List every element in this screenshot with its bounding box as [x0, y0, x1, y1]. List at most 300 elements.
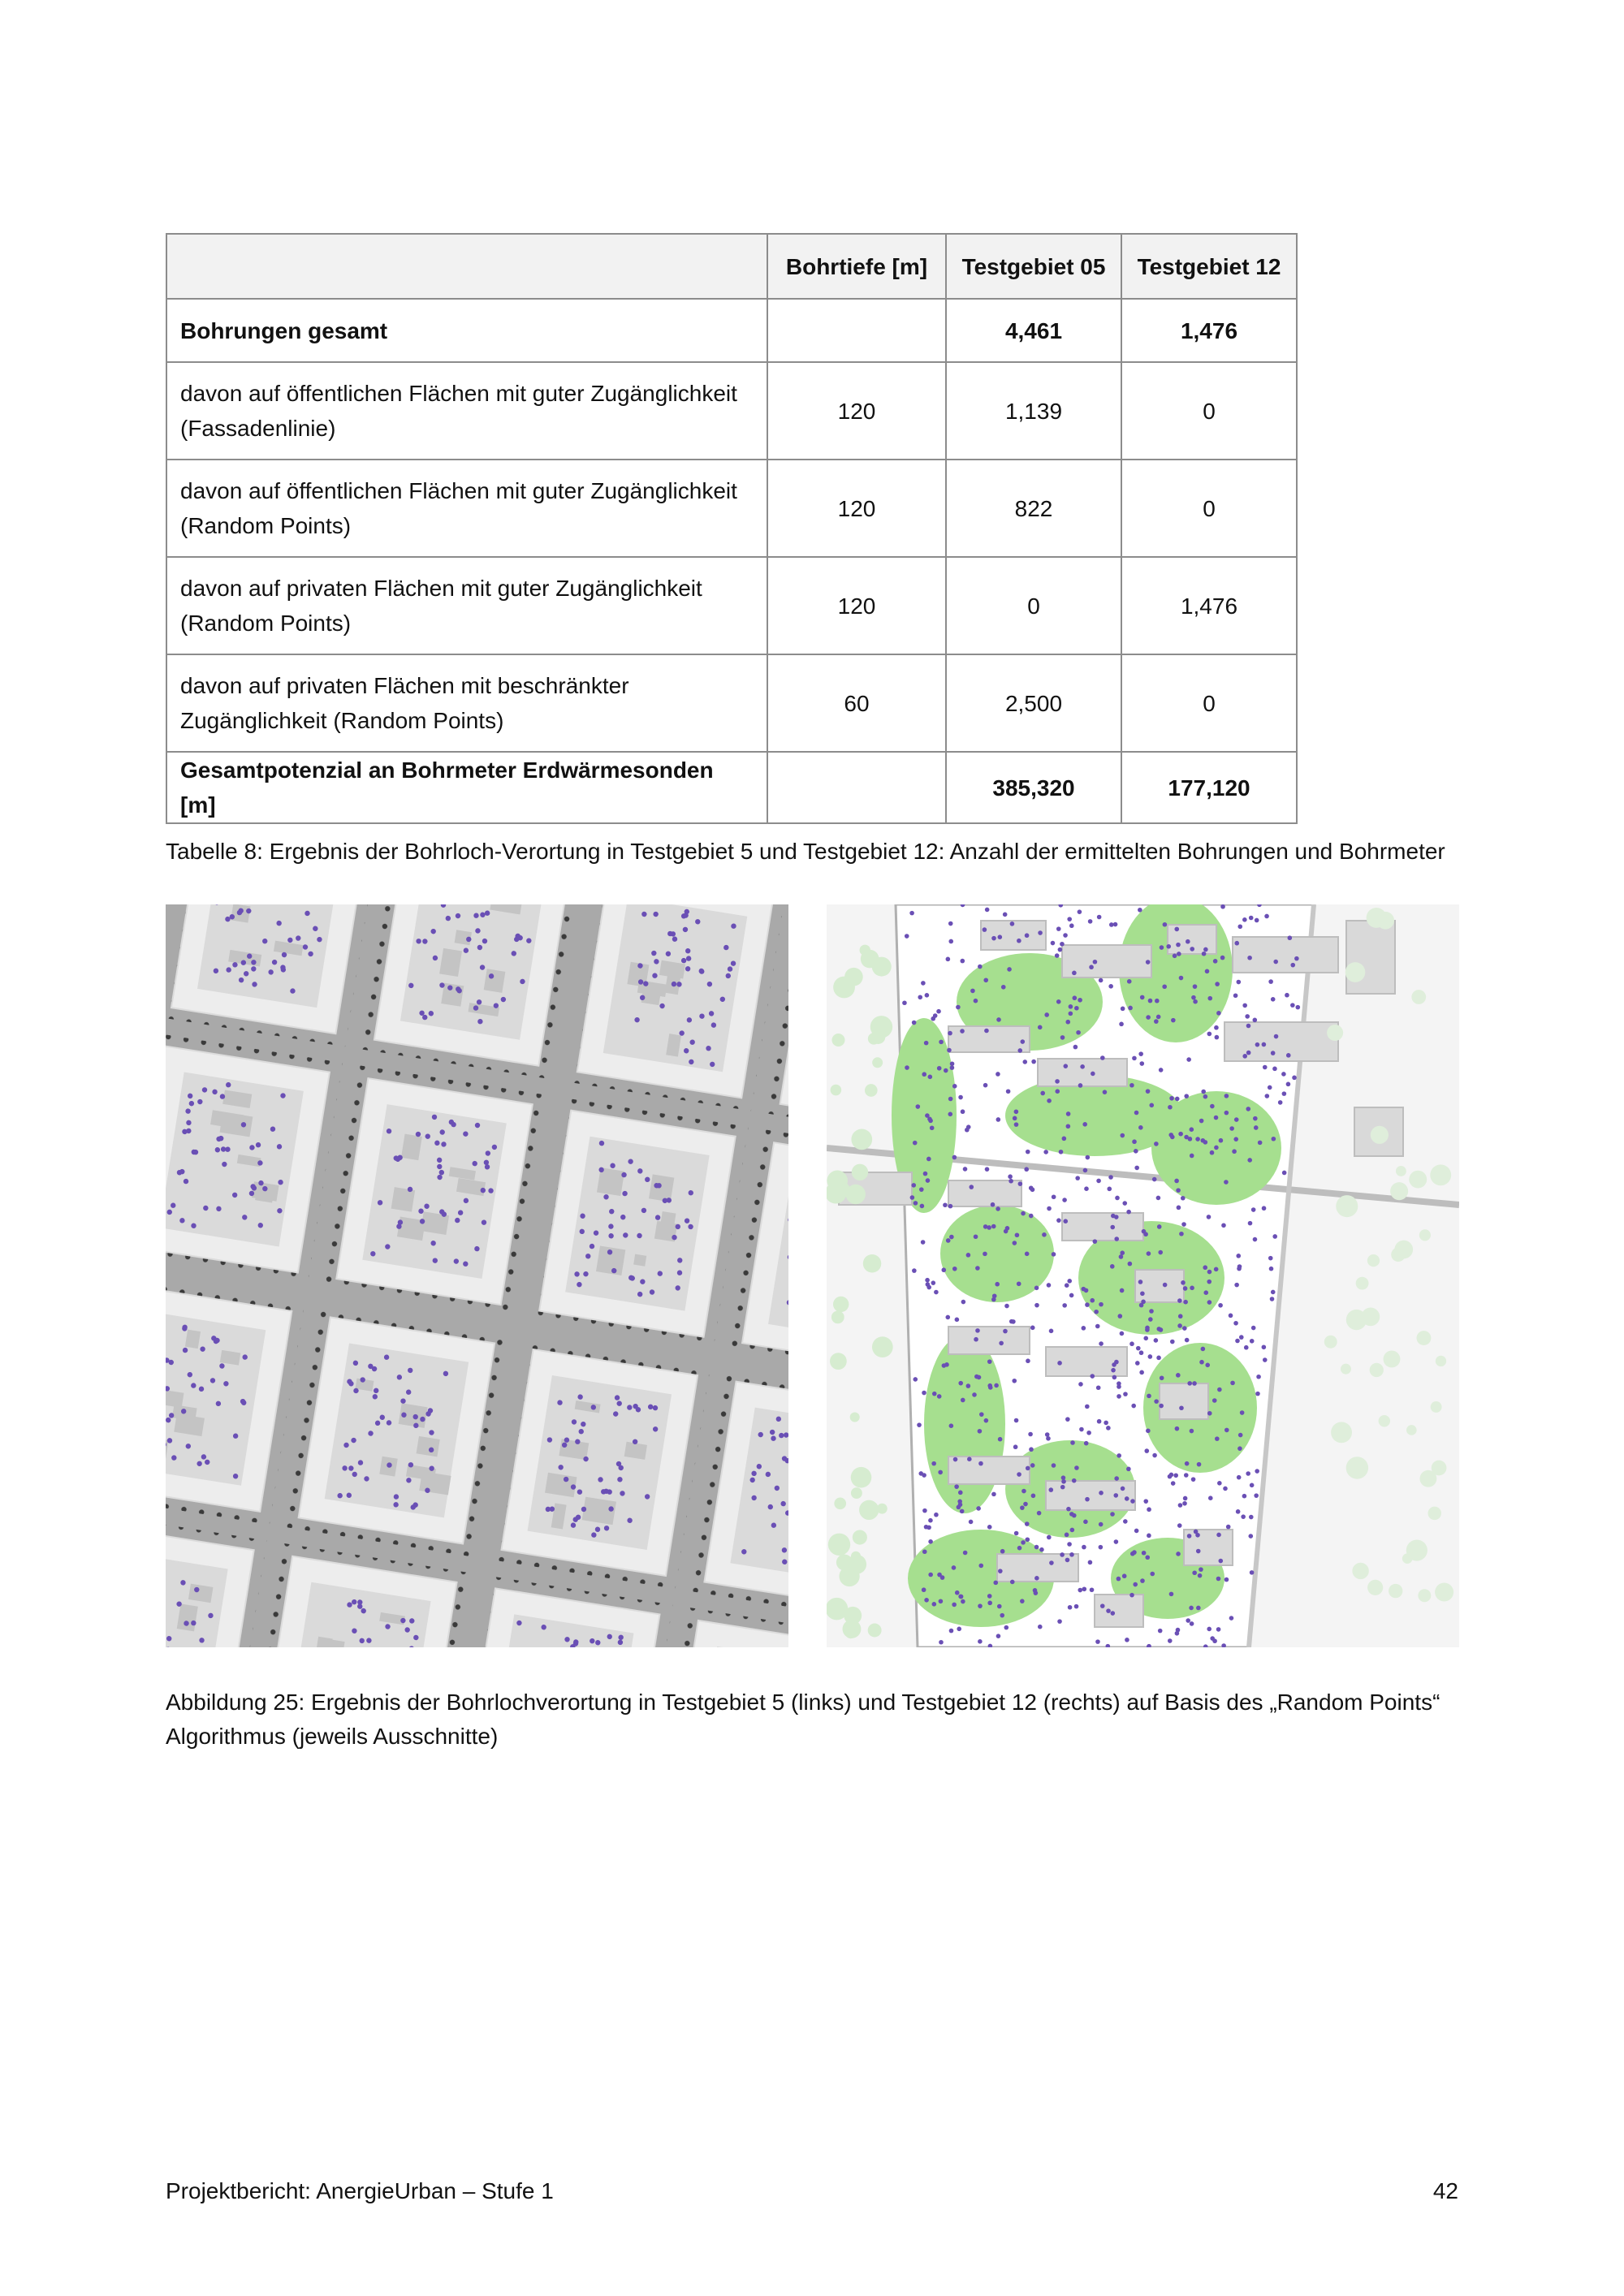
borehole-point	[1203, 1290, 1208, 1295]
borehole-point	[1216, 1533, 1221, 1538]
tree	[1370, 1363, 1384, 1377]
borehole-point	[1193, 984, 1198, 989]
row-tg12: 1,476	[1121, 299, 1297, 362]
borehole-point	[998, 1437, 1003, 1442]
borehole-point	[1155, 999, 1160, 1003]
borehole-point	[1138, 1125, 1143, 1130]
borehole-point	[1083, 1168, 1088, 1173]
borehole-point	[1230, 1381, 1235, 1386]
borehole-point	[1217, 1481, 1222, 1486]
borehole-point	[965, 1128, 970, 1133]
borehole-point	[1282, 1091, 1287, 1096]
borehole-point	[1232, 1149, 1237, 1154]
borehole-point	[1247, 956, 1252, 960]
borehole-point	[1043, 1150, 1048, 1154]
borehole-point	[1163, 922, 1168, 927]
borehole-point	[1007, 967, 1012, 972]
borehole-point	[976, 1506, 981, 1511]
borehole-point	[1069, 923, 1074, 928]
borehole-point	[1062, 1198, 1067, 1202]
borehole-point	[978, 1603, 983, 1608]
row-depth	[767, 299, 946, 362]
borehole-point	[1240, 1410, 1245, 1415]
borehole-point	[949, 1235, 954, 1240]
borehole-point	[1013, 1444, 1018, 1449]
borehole-point	[1296, 1005, 1301, 1010]
borehole-point	[1236, 1509, 1241, 1514]
borehole-point	[1038, 1625, 1043, 1629]
borehole-point	[1268, 979, 1273, 984]
building	[948, 1457, 1030, 1484]
borehole-point	[1020, 1505, 1025, 1510]
borehole-point	[928, 1573, 933, 1577]
borehole-point	[1108, 1175, 1113, 1180]
borehole-point	[1158, 1250, 1163, 1255]
borehole-point	[949, 1629, 954, 1634]
borehole-point	[1162, 984, 1167, 989]
borehole-point	[1034, 1285, 1039, 1290]
borehole-point	[1271, 1051, 1276, 1055]
borehole-point	[1156, 1015, 1161, 1020]
tree	[851, 1129, 872, 1150]
borehole-point	[1198, 1573, 1203, 1578]
tree	[1428, 1507, 1441, 1520]
borehole-point	[1065, 1417, 1070, 1422]
borehole-point	[978, 1639, 983, 1644]
borehole-point	[1292, 1076, 1297, 1081]
table-row	[166, 460, 1297, 557]
borehole-point	[1184, 1473, 1189, 1478]
borehole-point	[1023, 1502, 1028, 1507]
borehole-point	[1272, 1137, 1276, 1142]
borehole-point	[925, 1278, 930, 1283]
borehole-point	[1195, 1137, 1200, 1142]
borehole-point	[1085, 1497, 1090, 1502]
borehole-point	[1171, 1481, 1176, 1486]
borehole-point	[1139, 1061, 1144, 1066]
borehole-point	[1022, 1060, 1027, 1064]
borehole-point	[974, 1234, 978, 1239]
borehole-point	[1184, 1094, 1189, 1098]
borehole-point	[1127, 979, 1132, 984]
tree	[1331, 1422, 1352, 1443]
borehole-point	[1134, 1149, 1138, 1154]
tree	[833, 977, 855, 999]
borehole-point	[1034, 1590, 1039, 1595]
borehole-point	[945, 1315, 950, 1320]
borehole-point	[1110, 1225, 1115, 1230]
borehole-point	[922, 1391, 926, 1396]
borehole-point	[1255, 1469, 1259, 1474]
map-testgebiet-5	[166, 904, 788, 1647]
borehole-point	[1294, 956, 1299, 961]
borehole-point	[1156, 1356, 1161, 1361]
borehole-point	[948, 1097, 953, 1102]
borehole-point	[1278, 1100, 1283, 1105]
borehole-point	[1069, 1004, 1073, 1009]
borehole-point	[1251, 1207, 1256, 1212]
borehole-point	[1048, 1487, 1053, 1492]
borehole-point	[1025, 1537, 1030, 1542]
borehole-point	[1132, 1550, 1137, 1555]
borehole-point	[957, 1505, 961, 1510]
borehole-point	[1008, 1174, 1013, 1179]
borehole-point	[1237, 1475, 1242, 1480]
borehole-point	[1126, 1210, 1131, 1215]
borehole-point	[978, 965, 983, 969]
borehole-point	[1089, 965, 1094, 969]
borehole-point	[960, 959, 965, 964]
borehole-point	[1190, 1127, 1194, 1132]
borehole-point	[1010, 1580, 1015, 1585]
borehole-point	[1029, 1214, 1034, 1219]
borehole-point	[1072, 971, 1077, 976]
borehole-point	[1178, 1132, 1183, 1137]
borehole-point	[1042, 1232, 1047, 1237]
tree	[1406, 1425, 1417, 1435]
borehole-point	[1063, 1064, 1068, 1068]
borehole-point	[1065, 1558, 1070, 1563]
borehole-point	[1199, 1360, 1204, 1365]
borehole-point	[952, 1084, 957, 1089]
borehole-point	[1084, 1441, 1089, 1446]
borehole-point	[1025, 1521, 1030, 1526]
borehole-point	[1030, 1325, 1035, 1330]
table-header-row	[166, 234, 1297, 299]
borehole-point	[1014, 1109, 1019, 1114]
borehole-point	[1199, 1567, 1203, 1572]
borehole-point	[963, 1551, 968, 1556]
borehole-point	[1129, 1593, 1134, 1598]
borehole-point	[1150, 1572, 1155, 1577]
borehole-point	[958, 1095, 963, 1100]
borehole-point	[1173, 953, 1177, 958]
borehole-point	[1117, 1314, 1122, 1318]
borehole-point	[948, 1204, 953, 1209]
borehole-point	[1038, 930, 1043, 935]
figure-caption: Abbildung 25: Ergebnis der Bohrlochverortung in Testgebiet 5 (links) und Testgebiet 12 (rechts) auf Basis des „Random Points“ Algorithmus (jeweils Ausschnitte)	[166, 1690, 1440, 1749]
borehole-point	[1130, 1499, 1135, 1504]
borehole-point	[996, 1117, 1001, 1122]
tree	[852, 1164, 868, 1180]
borehole-point	[958, 1381, 963, 1386]
borehole-point	[1236, 1254, 1241, 1258]
borehole-point	[1009, 1179, 1013, 1184]
borehole-point	[1216, 1011, 1221, 1016]
borehole-point	[1245, 1014, 1250, 1019]
borehole-point	[1123, 1392, 1128, 1396]
map-testgebiet-5-svg	[166, 904, 788, 1647]
borehole-point	[1138, 1280, 1143, 1284]
table-caption: Tabelle 8: Ergebnis der Bohrloch-Verortung in Testgebiet 5 und Testgebiet 12: Anzahl der ermittelten Bohrungen und Bohrmeter	[166, 839, 1445, 864]
borehole-point	[955, 1590, 960, 1595]
borehole-point	[1091, 1072, 1095, 1077]
borehole-point	[1121, 1487, 1125, 1491]
borehole-point	[913, 1141, 918, 1146]
table-header-testgebiet-05: Testgebiet 05	[946, 234, 1121, 299]
borehole-point	[1120, 1250, 1125, 1255]
borehole-point	[997, 1604, 1002, 1609]
borehole-point	[970, 989, 975, 994]
borehole-point	[1140, 995, 1145, 1000]
borehole-point	[1003, 913, 1008, 917]
borehole-point	[956, 1005, 961, 1010]
borehole-point	[1169, 1592, 1174, 1597]
borehole-point	[1139, 1370, 1144, 1375]
borehole-point	[1192, 1570, 1197, 1575]
borehole-point	[1052, 1252, 1056, 1257]
borehole-point	[1099, 978, 1104, 983]
borehole-point	[1128, 1006, 1133, 1011]
borehole-point	[936, 1009, 941, 1014]
borehole-point	[1085, 1302, 1090, 1307]
row-tg12: 0	[1121, 460, 1297, 557]
borehole-point	[1215, 1436, 1220, 1441]
borehole-point	[1080, 1064, 1085, 1069]
borehole-point	[999, 1341, 1004, 1346]
bohrungen-table	[166, 233, 1298, 824]
borehole-point	[1082, 1545, 1086, 1550]
borehole-point	[1196, 1606, 1201, 1611]
borehole-point	[1090, 1587, 1095, 1592]
borehole-point	[952, 1565, 957, 1570]
tree	[1419, 1229, 1431, 1241]
borehole-point	[1233, 993, 1238, 998]
borehole-point	[921, 981, 926, 986]
borehole-point	[1251, 1326, 1256, 1331]
borehole-point	[1052, 1194, 1056, 1199]
borehole-point	[1020, 1599, 1025, 1603]
borehole-point	[1235, 1339, 1240, 1344]
borehole-point	[931, 1461, 936, 1466]
borehole-point	[1079, 1427, 1084, 1432]
borehole-point	[1078, 1382, 1083, 1387]
borehole-point	[1074, 1006, 1079, 1011]
borehole-point	[966, 1383, 971, 1388]
borehole-point	[1034, 1576, 1039, 1581]
borehole-point	[1025, 933, 1030, 938]
borehole-point	[1133, 1582, 1138, 1587]
borehole-point	[1029, 1447, 1034, 1452]
borehole-point	[1220, 904, 1225, 909]
row-tg05: 1,139	[946, 362, 1121, 460]
borehole-point	[1196, 1549, 1201, 1554]
borehole-point	[1271, 1290, 1276, 1295]
borehole-point	[983, 978, 988, 982]
borehole-point	[957, 1627, 961, 1632]
borehole-point	[1068, 1605, 1073, 1610]
borehole-point	[1135, 1361, 1140, 1366]
borehole-point	[996, 1634, 1001, 1638]
borehole-point	[1148, 1354, 1153, 1359]
tree	[853, 1530, 867, 1544]
borehole-point	[1193, 999, 1198, 1004]
borehole-point	[1028, 1432, 1033, 1437]
borehole-point	[922, 1072, 926, 1077]
borehole-point	[930, 1125, 935, 1130]
borehole-point	[1182, 1326, 1187, 1331]
borehole-point	[1239, 1335, 1244, 1340]
borehole-point	[1099, 1341, 1104, 1346]
borehole-point	[1123, 1519, 1128, 1524]
row-tg05: 0	[946, 557, 1121, 654]
borehole-point	[1107, 1187, 1112, 1192]
borehole-point	[1215, 982, 1220, 986]
borehole-point	[1147, 1251, 1151, 1256]
borehole-point	[1170, 1340, 1175, 1344]
borehole-point	[1095, 1639, 1100, 1644]
borehole-point	[1214, 1267, 1219, 1271]
borehole-point	[1110, 1611, 1115, 1616]
borehole-point	[960, 1029, 965, 1034]
green-area	[924, 1335, 1005, 1513]
building	[1062, 1213, 1143, 1241]
borehole-point	[1177, 1523, 1182, 1528]
borehole-point	[939, 1599, 944, 1603]
borehole-point	[1208, 1495, 1213, 1500]
borehole-point	[1112, 1375, 1117, 1380]
table-row	[166, 654, 1297, 752]
borehole-point	[1168, 1474, 1173, 1479]
borehole-point	[952, 1603, 957, 1608]
borehole-point	[1186, 1618, 1190, 1623]
borehole-point	[1249, 916, 1254, 921]
borehole-point	[1207, 996, 1212, 1001]
borehole-point	[913, 1377, 918, 1382]
borehole-point	[974, 999, 978, 1003]
borehole-point	[1075, 1176, 1080, 1180]
borehole-point	[1076, 1030, 1081, 1035]
borehole-point	[1057, 1619, 1062, 1624]
borehole-point	[1067, 917, 1072, 921]
row-tg12: 177,120	[1121, 752, 1297, 823]
borehole-point	[1103, 1090, 1108, 1094]
borehole-point	[1205, 1363, 1210, 1368]
borehole-point	[1282, 1171, 1287, 1176]
borehole-point	[1183, 1496, 1188, 1501]
borehole-point	[1003, 1329, 1008, 1334]
tree	[1411, 990, 1426, 1004]
borehole-point	[1120, 1133, 1125, 1138]
borehole-point	[1038, 1025, 1043, 1030]
borehole-point	[1233, 1137, 1238, 1142]
borehole-point	[1060, 942, 1065, 947]
borehole-point	[1074, 1465, 1079, 1470]
borehole-point	[1129, 1341, 1134, 1346]
borehole-point	[1154, 1019, 1159, 1024]
borehole-point	[983, 1224, 988, 1229]
borehole-point	[1220, 956, 1225, 960]
borehole-point	[1001, 985, 1006, 990]
borehole-point	[983, 927, 987, 932]
borehole-point	[1006, 1089, 1011, 1094]
borehole-point	[905, 934, 909, 939]
borehole-point	[1078, 1588, 1082, 1593]
tree	[1371, 1126, 1389, 1144]
borehole-point	[1154, 1338, 1159, 1343]
borehole-point	[1047, 1283, 1052, 1288]
borehole-point	[1194, 1530, 1199, 1534]
borehole-point	[916, 1104, 921, 1109]
borehole-point	[1000, 1613, 1004, 1618]
borehole-point	[1065, 1283, 1069, 1288]
borehole-point	[1111, 1368, 1116, 1373]
borehole-point	[1263, 1065, 1268, 1070]
borehole-point	[1136, 1346, 1141, 1351]
tree	[1379, 1415, 1390, 1426]
borehole-point	[1014, 1531, 1019, 1536]
tree	[1346, 1457, 1368, 1478]
borehole-point	[1244, 1345, 1249, 1350]
borehole-point	[1097, 1419, 1102, 1424]
borehole-point	[1060, 1485, 1065, 1490]
borehole-point	[1203, 947, 1208, 952]
tree	[839, 1566, 859, 1586]
borehole-point	[1020, 1039, 1025, 1044]
tree	[1356, 1277, 1369, 1290]
tree	[1352, 1563, 1368, 1579]
borehole-point	[1088, 1560, 1093, 1565]
borehole-point	[1126, 1467, 1131, 1472]
table-header-bohrtiefe: Bohrtiefe [m]	[767, 234, 946, 299]
borehole-point	[946, 957, 951, 962]
borehole-point	[1246, 1051, 1251, 1055]
borehole-point	[1060, 1035, 1065, 1040]
row-depth: 60	[767, 654, 946, 752]
borehole-point	[1094, 1310, 1099, 1314]
table-header-testgebiet-12: Testgebiet 12	[1121, 234, 1297, 299]
borehole-point	[1040, 1091, 1045, 1096]
borehole-point	[1201, 1090, 1206, 1094]
borehole-point	[1078, 909, 1082, 914]
courtyard-building	[417, 1436, 440, 1457]
borehole-point	[984, 1418, 989, 1423]
borehole-point	[1099, 1545, 1104, 1550]
borehole-point	[932, 1602, 937, 1607]
borehole-point	[1210, 1150, 1215, 1155]
borehole-point	[914, 1201, 918, 1206]
borehole-point	[1061, 1479, 1066, 1484]
tree	[870, 1029, 885, 1044]
borehole-point	[1078, 998, 1082, 1003]
borehole-point	[1073, 1045, 1078, 1050]
borehole-point	[1070, 1528, 1075, 1533]
borehole-point	[1246, 1107, 1250, 1111]
borehole-point	[1221, 1223, 1226, 1228]
borehole-point	[918, 1471, 923, 1476]
row-tg12: 1,476	[1121, 557, 1297, 654]
borehole-point	[1190, 947, 1194, 952]
borehole-point	[1116, 1453, 1121, 1458]
tree	[828, 1534, 850, 1556]
borehole-point	[1114, 1539, 1119, 1544]
borehole-point	[1017, 1281, 1021, 1286]
borehole-point	[1017, 1048, 1022, 1053]
borehole-point	[994, 1383, 999, 1388]
borehole-point	[1093, 960, 1098, 965]
borehole-point	[1190, 1154, 1194, 1159]
borehole-point	[1258, 1141, 1263, 1146]
borehole-point	[1181, 1222, 1186, 1227]
borehole-point	[1125, 1496, 1129, 1501]
borehole-point	[1224, 1094, 1229, 1098]
borehole-point	[1047, 1535, 1052, 1540]
borehole-point	[1237, 924, 1242, 929]
borehole-point	[1128, 1262, 1133, 1267]
borehole-point	[949, 1423, 954, 1428]
borehole-point	[1113, 1493, 1118, 1498]
borehole-point	[1214, 1116, 1219, 1120]
